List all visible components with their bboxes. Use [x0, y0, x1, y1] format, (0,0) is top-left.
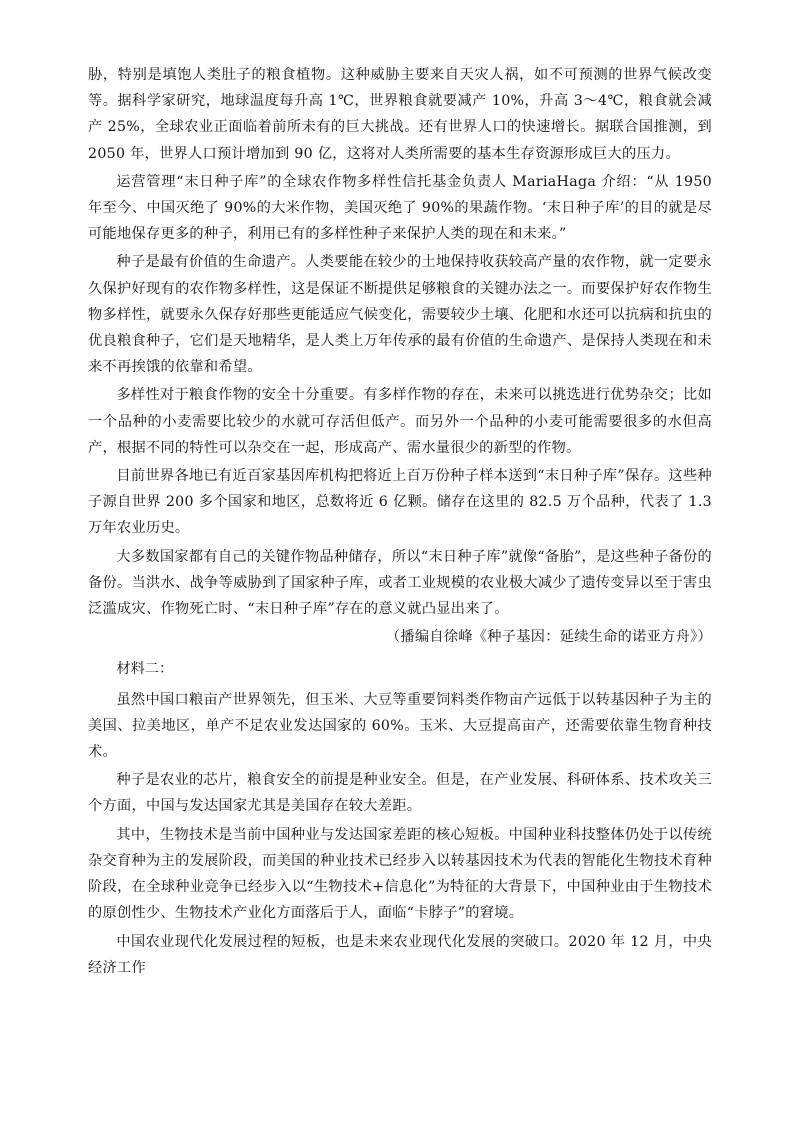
document-body — [88, 62, 712, 983]
source-citation: （播编自徐峰《种子基因：延续生命的诺亚方舟》） — [385, 629, 712, 646]
material-two-paragraph-3: 其中，生物技术是当前中国种业与发达国家差距的核心短板。中国种业科技整体仍处于以传统杂交育种为主的发展阶段，而美国的种业技术已经步入以转基因技术为代表的智能化生物技术育种阶段，在全球种业竞争已经步入以“生物技术+信息化”为特征的大背景下，中国种业由于生物技术的原创性少、生物技术产业化方面落后于人，面临“卡脖子”的窘境。 — [88, 826, 712, 922]
paragraph-2: 运营管理“末日种子库”的全球农作物多样性信托基金负责人 MariaHaga 介绍：“从 1950 年至今、中国灭绝了 90%的大米作物，美国灭绝了 90%的果蔬作物。‘末日种子库’的目的就是尽可能地保存更多的种子，利用已有的多样性种子来保护人类的现在和未来。” — [88, 173, 712, 243]
paragraph-3: 种子是最有价值的生命遗产。人类要能在较少的土地保持收获较高产量的农作物，就一定要永久保护好现有的农作物多样性，这是保证不断提供足够粮食的关键办法之一。而要保护好农作物生物多样性，就要永久保存好那些更能适应气候变化，需要较少土壤、化肥和水还可以抗病和抗虫的优良粮食种子，它们是天地精华，是人类上万年传承的最有价值的生命遗产、是保持人类现在和未来不再挨饿的依靠和希望。 — [88, 254, 712, 376]
paragraph-1: 胁，特别是填饱人类肚子的粮食植物。这种威胁主要来自天灾人祸，如不可预测的世界气候改变等。据科学家研究，地球温度每升高 1℃，世界粮食就要减产 10%，升高 3～4℃，粮食就会减产 25%，全球农业正面临着前所未有的巨大挑战。还有世界人口的快速增长。据联合国推测，到 2050 年，世界人口预计增加到 90 亿，这将对人类所需要的基本生存资源形成巨大的压力。 — [88, 67, 712, 162]
material-two-paragraph-4: 中国农业现代化发展过程的短板，也是未来农业现代化发展的突破口。2020 年 12 月，中央经济工作 — [88, 933, 712, 976]
material-two-label: 材料二： — [116, 661, 174, 678]
material-two-paragraph-1: 虽然中国口粮亩产世界领先，但玉米、大豆等重要饲料类作物亩产远低于以转基因种子为主的美国、拉美地区，单产不足农业发达国家的 60%。玉米、大豆提高亩产，还需要依靠生物育种技术。 — [88, 691, 712, 761]
paragraph-5: 目前世界各地已有近百家基因库机构把将近上百万份种子样本送到“末日种子库”保存。这些种子源自世界 200 多个国家和地区，总数将近 6 亿颗。储存在这里的 82.5 万个品种，代表了 1.3 万年农业历史。 — [88, 468, 712, 537]
paragraph-6: 大多数国家都有自己的关键作物品种储存，所以“末日种子库”就像“备胎”，是这些种子备份的备份。当洪水、战争等威胁到了国家种子库，或者工业规模的农业极大减少了遗传变异以至于害虫泛滥成灾、作物死亡时、“末日种子库”存在的意义就凸显出来了。 — [88, 548, 712, 618]
paragraph-4: 多样性对于粮食作物的安全十分重要。有多样作物的存在，未来可以挑选进行优势杂交；比如一个品种的小麦需要比较少的水就可存活但低产。而另外一个品种的小麦可能需要很多的水但高产，根据不同的特性可以杂交在一起，形成高产、需水量很少的新型的作物。 — [88, 387, 712, 456]
material-two-paragraph-2: 种子是农业的芯片，粮食安全的前提是种业安全。但是，在产业发展、科研体系、技术攻关三个方面，中国与发达国家尤其是美国存在较大差距。 — [88, 772, 712, 815]
